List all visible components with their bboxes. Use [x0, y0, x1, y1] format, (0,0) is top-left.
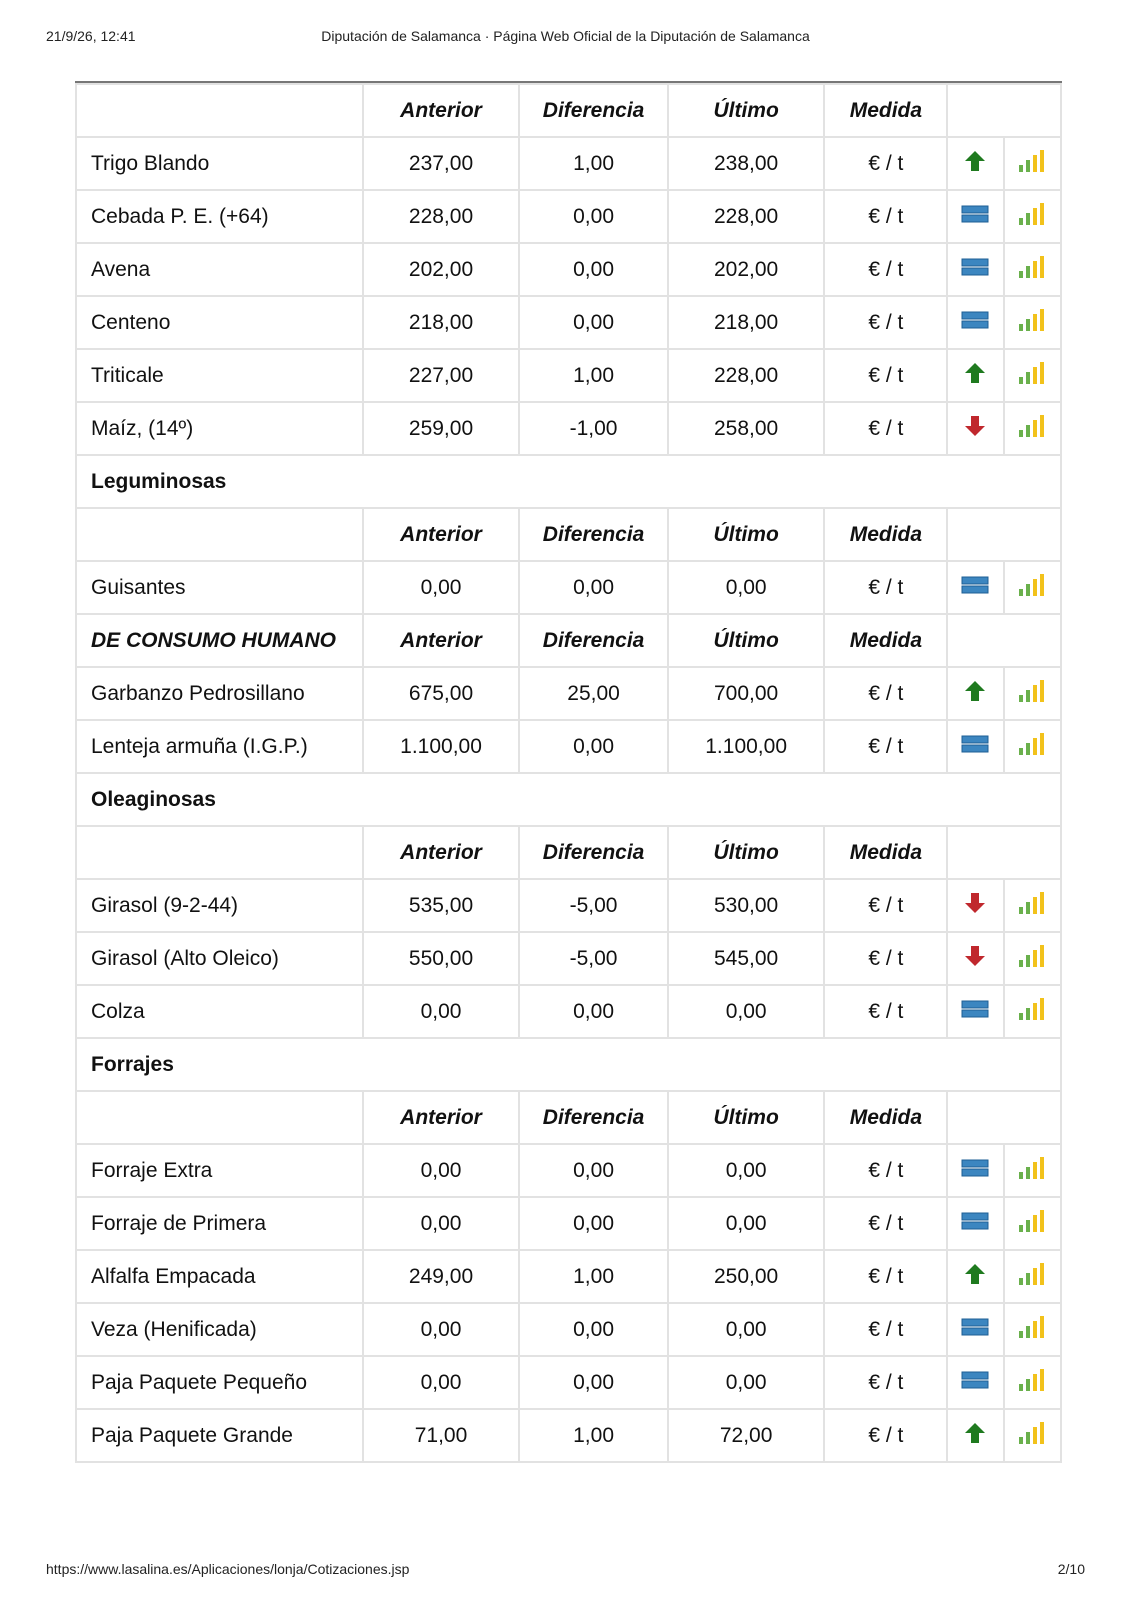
bar-chart-icon[interactable]: [1018, 1262, 1046, 1292]
anterior-value: 71,00: [363, 1409, 520, 1462]
trend-up-icon: [961, 1421, 989, 1451]
ultimo-value: 0,00: [668, 1303, 825, 1356]
price-row: [76, 879, 1061, 932]
bar-chart-icon[interactable]: [1018, 1315, 1046, 1345]
bar-chart-icon[interactable]: [1018, 997, 1046, 1027]
diferencia-value: 1,00: [519, 1250, 667, 1303]
anterior-value: 0,00: [363, 1144, 520, 1197]
ultimo-value: 0,00: [668, 1144, 825, 1197]
diferencia-value: 1,00: [519, 1409, 667, 1462]
anterior-value: 227,00: [363, 349, 520, 402]
medida-value: € / t: [824, 190, 947, 243]
trend-down-icon: [961, 944, 989, 974]
price-row: [76, 296, 1061, 349]
product-name: Colza: [76, 985, 363, 1038]
bar-chart-icon[interactable]: [1018, 679, 1046, 709]
medida-value: € / t: [824, 137, 947, 190]
diferencia-value: 0,00: [519, 1303, 667, 1356]
product-name: Triticale: [76, 349, 363, 402]
anterior-value: 0,00: [363, 985, 520, 1038]
column-header-anterior: Anterior: [363, 1091, 520, 1144]
trend-equal-icon: [961, 1315, 989, 1345]
chart-cell: [1004, 1409, 1061, 1462]
chart-cell: [1004, 1197, 1061, 1250]
trend-cell: [947, 402, 1003, 455]
medida-value: € / t: [824, 1303, 947, 1356]
column-header-ultimo: Último: [668, 826, 825, 879]
price-row: [76, 402, 1061, 455]
column-header-diferencia: Diferencia: [519, 84, 667, 137]
ultimo-value: 228,00: [668, 190, 825, 243]
price-row: [76, 1250, 1061, 1303]
chart-cell: [1004, 402, 1061, 455]
price-row: [76, 667, 1061, 720]
product-name: Alfalfa Empacada: [76, 1250, 363, 1303]
column-header-ultimo: Último: [668, 84, 825, 137]
diferencia-value: -1,00: [519, 402, 667, 455]
bar-chart-icon[interactable]: [1018, 149, 1046, 179]
chart-cell: [1004, 1303, 1061, 1356]
empty-cell: [76, 84, 363, 137]
ultimo-value: 202,00: [668, 243, 825, 296]
price-row: [76, 985, 1061, 1038]
column-header-medida: Medida: [824, 508, 947, 561]
product-name: Forraje de Primera: [76, 1197, 363, 1250]
column-header-diferencia: Diferencia: [519, 508, 667, 561]
ultimo-value: 72,00: [668, 1409, 825, 1462]
trend-cell: [947, 1197, 1003, 1250]
trend-equal-icon: [961, 202, 989, 232]
ultimo-value: 545,00: [668, 932, 825, 985]
ultimo-value: 0,00: [668, 985, 825, 1038]
medida-value: € / t: [824, 985, 947, 1038]
chart-cell: [1004, 137, 1061, 190]
anterior-value: 0,00: [363, 561, 520, 614]
column-header-diferencia: Diferencia: [519, 1091, 667, 1144]
medida-value: € / t: [824, 561, 947, 614]
diferencia-value: 0,00: [519, 720, 667, 773]
trend-up-icon: [961, 1262, 989, 1292]
column-header-medida: Medida: [824, 1091, 947, 1144]
empty-cell: [947, 508, 1061, 561]
product-name: Trigo Blando: [76, 137, 363, 190]
chart-cell: [1004, 296, 1061, 349]
trend-equal-icon: [961, 308, 989, 338]
chart-cell: [1004, 932, 1061, 985]
medida-value: € / t: [824, 349, 947, 402]
trend-up-icon: [961, 679, 989, 709]
ultimo-value: 250,00: [668, 1250, 825, 1303]
medida-value: € / t: [824, 1250, 947, 1303]
ultimo-value: 0,00: [668, 1197, 825, 1250]
category-label: DE CONSUMO HUMANO: [76, 614, 363, 667]
diferencia-value: 0,00: [519, 561, 667, 614]
bar-chart-icon[interactable]: [1018, 255, 1046, 285]
price-row: [76, 349, 1061, 402]
column-header-row: [76, 614, 1061, 667]
prices-table-container: [75, 81, 1062, 1510]
ultimo-value: 0,00: [668, 561, 825, 614]
anterior-value: 675,00: [363, 667, 520, 720]
product-name: Forraje Extra: [76, 1144, 363, 1197]
product-name: Lenteja armuña (I.G.P.): [76, 720, 363, 773]
product-name: Cebada P. E. (+64): [76, 190, 363, 243]
trend-cell: [947, 932, 1003, 985]
anterior-value: 259,00: [363, 402, 520, 455]
anterior-value: 237,00: [363, 137, 520, 190]
section-title: Forrajes: [76, 1038, 1061, 1091]
ultimo-value: 1.100,00: [668, 720, 825, 773]
medida-value: € / t: [824, 879, 947, 932]
diferencia-value: 0,00: [519, 1144, 667, 1197]
chart-cell: [1004, 879, 1061, 932]
bar-chart-icon[interactable]: [1018, 1368, 1046, 1398]
price-row: [76, 1144, 1061, 1197]
trend-down-icon: [961, 891, 989, 921]
print-title: Diputación de Salamanca · Página Web Oficial de la Diputación de Salamanca: [321, 28, 810, 44]
column-header-medida: Medida: [824, 84, 947, 137]
trend-cell: [947, 561, 1003, 614]
trend-cell: [947, 349, 1003, 402]
print-date: 21/9/26, 12:41: [46, 28, 136, 44]
anterior-value: 0,00: [363, 1303, 520, 1356]
column-header-row: [76, 508, 1061, 561]
bar-chart-icon[interactable]: [1018, 1156, 1046, 1186]
medida-value: € / t: [824, 1197, 947, 1250]
trend-cell: [947, 243, 1003, 296]
anterior-value: 550,00: [363, 932, 520, 985]
chart-cell: [1004, 561, 1061, 614]
anterior-value: 218,00: [363, 296, 520, 349]
print-header: [46, 28, 1085, 48]
chart-cell: [1004, 349, 1061, 402]
trend-equal-icon: [961, 573, 989, 603]
column-header-anterior: Anterior: [363, 508, 520, 561]
column-header-ultimo: Último: [668, 1091, 825, 1144]
bar-chart-icon[interactable]: [1018, 573, 1046, 603]
bar-chart-icon[interactable]: [1018, 732, 1046, 762]
price-row: [76, 1303, 1061, 1356]
ultimo-value: 258,00: [668, 402, 825, 455]
price-row: [76, 137, 1061, 190]
anterior-value: 0,00: [363, 1356, 520, 1409]
price-row: [76, 1356, 1061, 1409]
section-row: [76, 455, 1061, 508]
bar-chart-icon[interactable]: [1018, 202, 1046, 232]
diferencia-value: 1,00: [519, 137, 667, 190]
chart-cell: [1004, 1356, 1061, 1409]
column-header-diferencia: Diferencia: [519, 826, 667, 879]
price-row: [76, 561, 1061, 614]
trend-up-icon: [961, 361, 989, 391]
price-row: [76, 1197, 1061, 1250]
medida-value: € / t: [824, 1356, 947, 1409]
medida-value: € / t: [824, 1144, 947, 1197]
price-row: [76, 243, 1061, 296]
trend-cell: [947, 1356, 1003, 1409]
trend-equal-icon: [961, 255, 989, 285]
anterior-value: 1.100,00: [363, 720, 520, 773]
product-name: Girasol (9-2-44): [76, 879, 363, 932]
empty-cell: [76, 1091, 363, 1144]
price-row: [76, 932, 1061, 985]
diferencia-value: 25,00: [519, 667, 667, 720]
diferencia-value: 0,00: [519, 1197, 667, 1250]
diferencia-value: 0,00: [519, 190, 667, 243]
trend-equal-icon: [961, 1209, 989, 1239]
product-name: Centeno: [76, 296, 363, 349]
ultimo-value: 228,00: [668, 349, 825, 402]
section-title: Oleaginosas: [76, 773, 1061, 826]
bar-chart-icon[interactable]: [1018, 1209, 1046, 1239]
price-row: [76, 1409, 1061, 1462]
trend-cell: [947, 1144, 1003, 1197]
trend-cell: [947, 1303, 1003, 1356]
anterior-value: 0,00: [363, 1197, 520, 1250]
bar-chart-icon[interactable]: [1018, 1421, 1046, 1451]
ultimo-value: 218,00: [668, 296, 825, 349]
medida-value: € / t: [824, 243, 947, 296]
anterior-value: 249,00: [363, 1250, 520, 1303]
trend-up-icon: [961, 149, 989, 179]
product-name: Girasol (Alto Oleico): [76, 932, 363, 985]
bar-chart-icon[interactable]: [1018, 361, 1046, 391]
trend-cell: [947, 720, 1003, 773]
medida-value: € / t: [824, 720, 947, 773]
price-row: [76, 720, 1061, 773]
bar-chart-icon[interactable]: [1018, 414, 1046, 444]
product-name: Avena: [76, 243, 363, 296]
diferencia-value: 0,00: [519, 985, 667, 1038]
trend-cell: [947, 1250, 1003, 1303]
trend-cell: [947, 296, 1003, 349]
empty-cell: [76, 508, 363, 561]
ultimo-value: 0,00: [668, 1356, 825, 1409]
trend-cell: [947, 667, 1003, 720]
trend-equal-icon: [961, 1368, 989, 1398]
column-header-row: [76, 826, 1061, 879]
column-header-row: [76, 1091, 1061, 1144]
chart-cell: [1004, 190, 1061, 243]
section-row: [76, 1038, 1061, 1091]
anterior-value: 228,00: [363, 190, 520, 243]
column-header-medida: Medida: [824, 614, 947, 667]
chart-cell: [1004, 243, 1061, 296]
column-header-ultimo: Último: [668, 614, 825, 667]
trend-cell: [947, 879, 1003, 932]
column-header-anterior: Anterior: [363, 826, 520, 879]
diferencia-value: 0,00: [519, 296, 667, 349]
diferencia-value: -5,00: [519, 879, 667, 932]
empty-cell: [76, 826, 363, 879]
column-header-anterior: Anterior: [363, 84, 520, 137]
medida-value: € / t: [824, 667, 947, 720]
bar-chart-icon[interactable]: [1018, 891, 1046, 921]
trend-cell: [947, 1409, 1003, 1462]
section-row: [76, 773, 1061, 826]
bar-chart-icon[interactable]: [1018, 944, 1046, 974]
column-header-medida: Medida: [824, 826, 947, 879]
medida-value: € / t: [824, 402, 947, 455]
product-name: Garbanzo Pedrosillano: [76, 667, 363, 720]
product-name: Maíz, (14º): [76, 402, 363, 455]
empty-cell: [947, 1091, 1061, 1144]
medida-value: € / t: [824, 1409, 947, 1462]
medida-value: € / t: [824, 296, 947, 349]
bar-chart-icon[interactable]: [1018, 308, 1046, 338]
anterior-value: 535,00: [363, 879, 520, 932]
column-header-diferencia: Diferencia: [519, 614, 667, 667]
ultimo-value: 700,00: [668, 667, 825, 720]
diferencia-value: 0,00: [519, 1356, 667, 1409]
price-row: [76, 190, 1061, 243]
trend-equal-icon: [961, 1156, 989, 1186]
medida-value: € / t: [824, 932, 947, 985]
anterior-value: 202,00: [363, 243, 520, 296]
diferencia-value: 0,00: [519, 243, 667, 296]
print-url: https://www.lasalina.es/Aplicaciones/lonja/Cotizaciones.jsp: [46, 1561, 410, 1577]
diferencia-value: 1,00: [519, 349, 667, 402]
trend-down-icon: [961, 414, 989, 444]
chart-cell: [1004, 667, 1061, 720]
diferencia-value: -5,00: [519, 932, 667, 985]
product-name: Guisantes: [76, 561, 363, 614]
trend-equal-icon: [961, 997, 989, 1027]
ultimo-value: 530,00: [668, 879, 825, 932]
empty-cell: [947, 84, 1061, 137]
trend-equal-icon: [961, 732, 989, 762]
product-name: Paja Paquete Pequeño: [76, 1356, 363, 1409]
product-name: Paja Paquete Grande: [76, 1409, 363, 1462]
empty-cell: [947, 614, 1061, 667]
section-title: Leguminosas: [76, 455, 1061, 508]
chart-cell: [1004, 1250, 1061, 1303]
trend-cell: [947, 985, 1003, 1038]
empty-cell: [947, 826, 1061, 879]
trend-cell: [947, 190, 1003, 243]
trend-cell: [947, 137, 1003, 190]
column-header-row: [76, 84, 1061, 137]
page-number: 2/10: [1057, 1561, 1085, 1577]
print-footer: [46, 1561, 1085, 1581]
ultimo-value: 238,00: [668, 137, 825, 190]
chart-cell: [1004, 1144, 1061, 1197]
prices-table: [75, 83, 1062, 1463]
product-name: Veza (Henificada): [76, 1303, 363, 1356]
chart-cell: [1004, 720, 1061, 773]
column-header-anterior: Anterior: [363, 614, 520, 667]
column-header-ultimo: Último: [668, 508, 825, 561]
chart-cell: [1004, 985, 1061, 1038]
